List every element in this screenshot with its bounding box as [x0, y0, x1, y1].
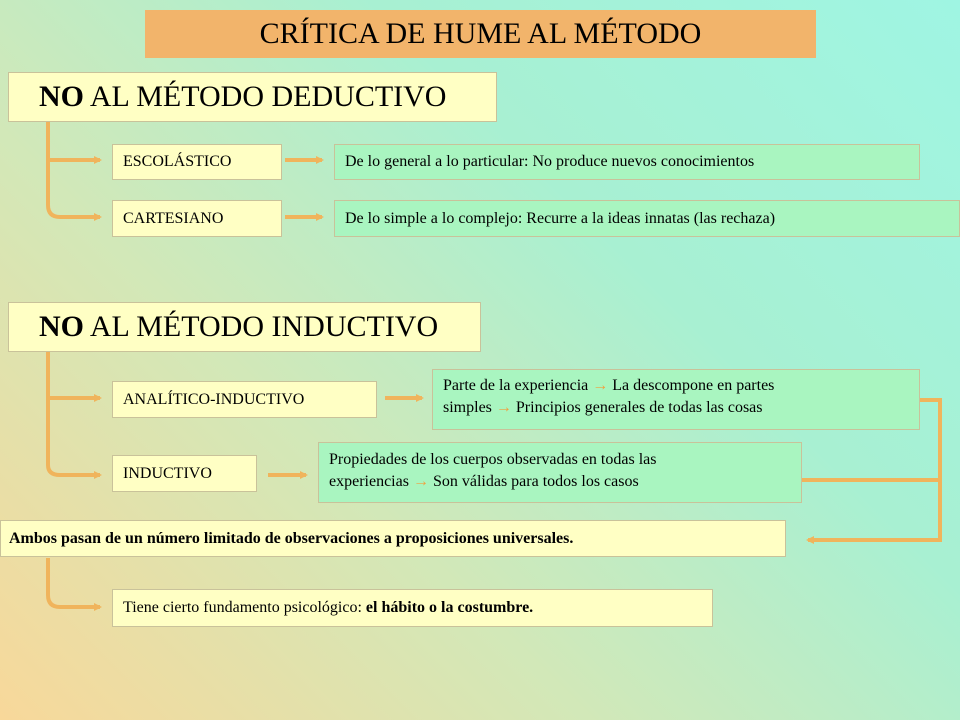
analitico-inductivo-box: ANALÍTICO-INDUCTIVO: [112, 381, 377, 418]
arrow-glyph: →: [592, 377, 609, 394]
inductive-heading-text: AL MÉTODO INDUCTIVO: [84, 310, 439, 343]
inductive-heading: [8, 302, 481, 352]
escolastico-description: De lo general a lo particular: No produce nuevos conocimientos: [334, 144, 920, 180]
arrow-glyph: →: [495, 399, 512, 416]
cartesiano-box: CARTESIANO: [112, 200, 282, 237]
inductivo-box: INDUCTIVO: [112, 455, 257, 492]
deductive-heading-bold: NO: [39, 80, 84, 113]
analitico-inductivo-description: Parte de la experiencia → La descompone en partes simples → Principios generales de todas las cosas: [432, 369, 920, 430]
page-title: CRÍTICA DE HUME AL MÉTODO: [145, 10, 816, 58]
inductive-branch-line: [48, 352, 100, 398]
inductivo-description: Propiedades de los cuerpos observadas en todas las experiencias → Son válidas para todos los casos: [318, 442, 802, 503]
inductive-branch-line-2: [48, 390, 100, 475]
inductive-heading-bold: NO: [39, 310, 84, 343]
deductive-branch-line-2: [48, 150, 100, 217]
deductive-branch-line: [48, 122, 100, 160]
cartesiano-description: De lo simple a lo complejo: Recurre a la ideas innatas (las rechaza): [334, 200, 960, 237]
deductive-heading-text: AL MÉTODO DEDUCTIVO: [84, 80, 447, 113]
foundation-box: Tiene cierto fundamento psicológico: el hábito o la costumbre.: [112, 589, 713, 627]
conclusion-box: Ambos pasan de un número limitado de observaciones a proposiciones universales.: [0, 520, 786, 557]
conclusion-branch-line: [48, 558, 100, 607]
deductive-heading: [8, 72, 497, 122]
escolastico-box: ESCOLÁSTICO: [112, 144, 282, 180]
arrow-glyph: →: [412, 473, 429, 490]
